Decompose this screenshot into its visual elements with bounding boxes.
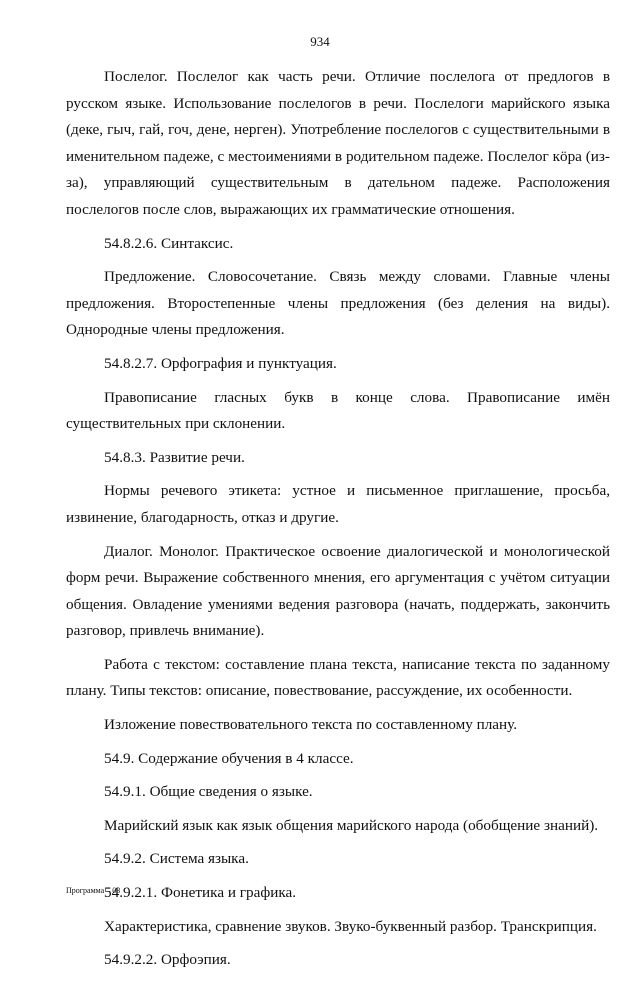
page-number: 934 [310,34,330,49]
paragraph-narration: Изложение повествовательного текста по составленному плану. [104,716,518,734]
paragraph-dialogue: Диалог. Монолог. Практическое освоение диалогической и монологической форм речи. Выражение собственного мнения, его аргументация с учётом ситуации общения. Овладение умениями ведения разговора (начать, поддержать, закончить разговор, привлечь внимание). [66,542,610,640]
paragraph-etiquette: Нормы речевого этикета: устное и письменное приглашение, просьба, извинение, благодарность, отказ и другие. [66,482,610,526]
section-heading-syntax: 54.8.2.6. Синтаксис. [104,234,234,252]
section-heading-general-info: 54.9.1. Общие сведения о языке. [104,783,313,801]
section-heading-orthography: 54.8.2.7. Орфография и пунктуация. [104,354,337,372]
paragraph-sentence: Предложение. Словосочетание. Связь между словами. Главные члены предложения. Второстепенные члены предложения (без деления на виды). Однородные члены предложения. [66,268,610,339]
paragraph-mari-language: Марийский язык как язык общения марийского народа (обобщение знаний). [104,816,599,834]
paragraph-spelling: Правописание гласных букв в конце слова. Правописание имён существительных при склонении. [66,388,610,433]
section-heading-language-system: 54.9.2. Система языка. [104,850,249,868]
section-heading-phonetics: 54.9.2.1. Фонетика и графика. [104,884,297,902]
document-body [66,64,610,981]
section-heading-orthoepy: 54.9.2.2. Орфоэпия. [104,951,231,969]
paragraph-text-work: Работа с текстом: составление плана текста, написание текста по заданному плану. Типы текстов: описание, повествование, рассуждение, их особенности. [66,655,610,700]
page-footer: Программа – 03 [66,886,121,895]
paragraph-postpositions: Послелог. Послелог как часть речи. Отличие послелога от предлогов в русском языке. Использование послелогов в речи. Послелоги марийского языка (деке, гыч, гай, гоч, дене, нерген). Употребление послелогов с существительными в именительном падеже, с местоимениями в родительном падеже. Послелог кӧра (из-за), управляющий существительным в дательном падеже. Расположения послелогов после слов, выражающих их грамматические отношения. [66,68,610,218]
paragraph-sounds: Характеристика, сравнение звуков. Звуко-буквенный разбор. Транскрипция. [104,917,597,935]
section-heading-speech-development: 54.8.3. Развитие речи. [104,448,245,466]
section-heading-grade4: 54.9. Содержание обучения в 4 классе. [104,749,354,767]
